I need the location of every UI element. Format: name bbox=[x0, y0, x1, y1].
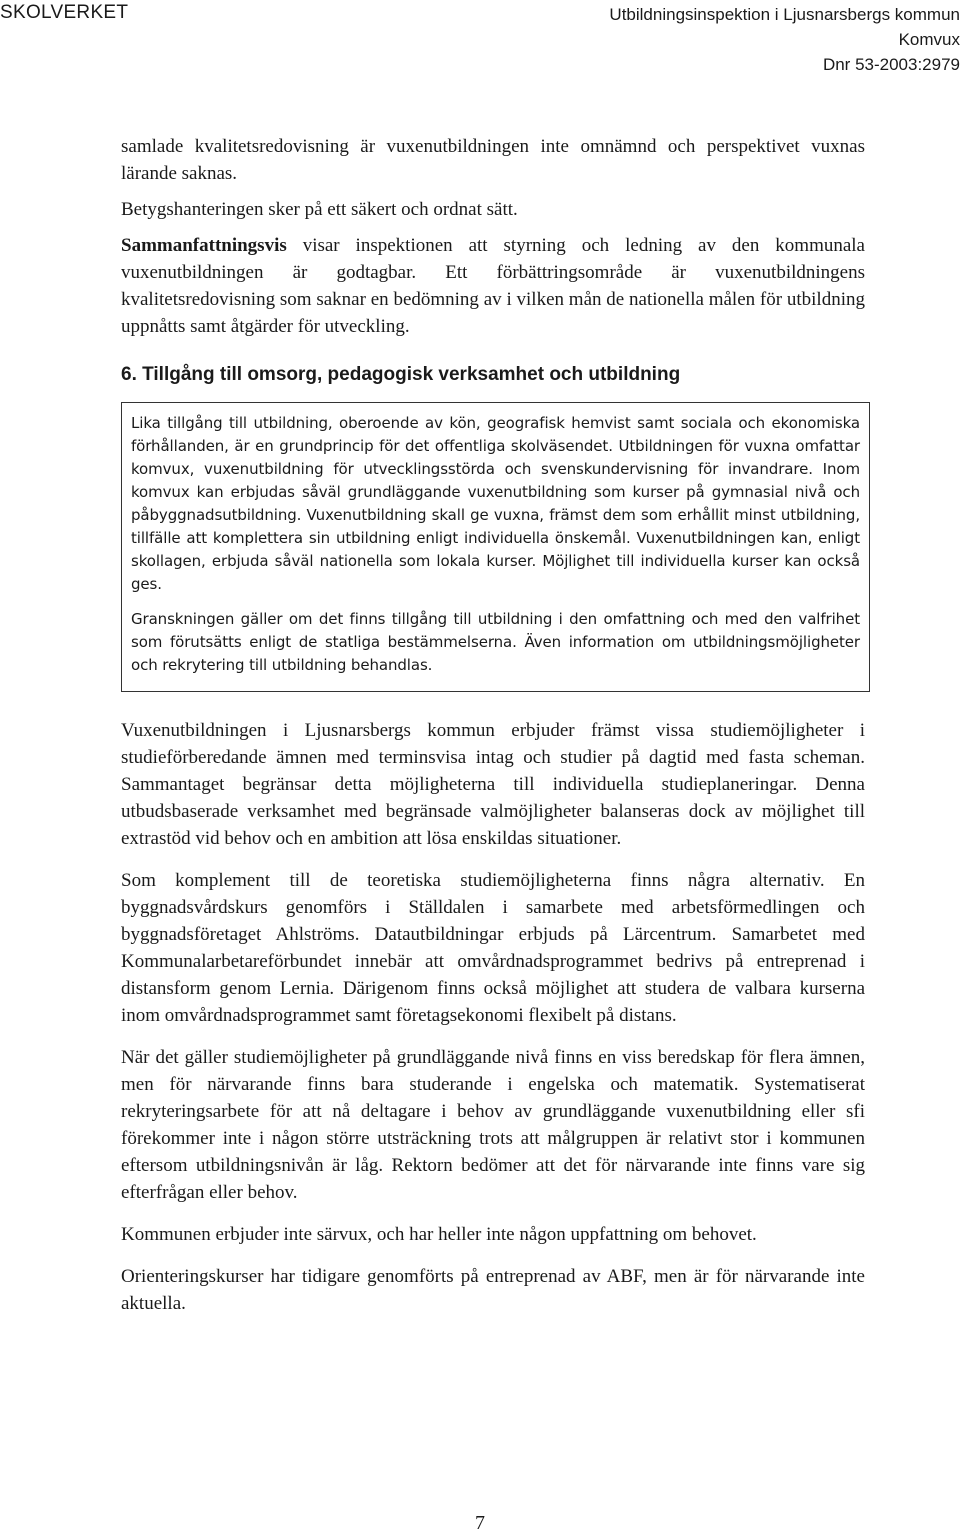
criteria-paragraph-2: Granskningen gäller om det finns tillgång till utbildning i den omfattning och med den valfrihet som förutsätts enligt de statliga bestämmelserna. Även information om utbildningsmöjligheter och rekrytering till utbildning behandlas. bbox=[131, 610, 860, 674]
intro-paragraph-3 bbox=[121, 232, 865, 340]
body-paragraph-3: När det gäller studiemöjligheter på grundläggande nivå finns en viss beredskap för flera ämnen, men för närvarande finns bara studerande i engelska och matematik. Systematiserat rekryteringsarbete för att nå deltagare i behov av grundläggande vuxenutbildning eller sfi förekommer inte i någon större utsträckning trots att målgruppen är relativt stor i kommunen eftersom utbildningsnivån är låg. Rektorn bedömer att det för närvarande inte finns vare sig efterfrågan eller behov. bbox=[121, 1047, 865, 1203]
page-content bbox=[121, 133, 865, 1317]
body-paragraph-5: Orienteringskurser har tidigare genomförts på entreprenad av ABF, men är för närvarande inte aktuella. bbox=[121, 1266, 865, 1314]
body-paragraph-2: Som komplement till de teoretiska studiemöjligheterna finns några alternativ. En byggnadsvårdskurs genomförs i Ställdalen i samarbete med arbetsförmedlingen och byggnadsföretaget Ahlströms. Datautbildningar erbjuds på Lärcentrum. Samarbetet med Kommunalarbetareförbundet innebär att omvårdnadsprogrammet bedrivs på entreprenad i distansform genom Lernia. Därigenom finns också möjlighet att studera de valbara kurserna inom omvårdnadsprogrammet samt företagsekonomi flexibelt på distans. bbox=[121, 870, 865, 1026]
section-heading: 6. Tillgång till omsorg, pedagogisk verksamhet och utbildning bbox=[121, 364, 681, 385]
document-title: Utbildningsinspektion i Ljusnarsbergs kommun bbox=[609, 5, 960, 24]
summary-lead: Sammanfattningsvis bbox=[121, 235, 287, 256]
criteria-paragraph-1: Lika tillgång till utbildning, oberoende av kön, geografisk hemvist samt sociala och ekonomiska förhållanden, är en grundprincip för det offentliga skolväsendet. Utbildningen för vuxna omfattar komvux, vuxenutbildning för utvecklingsstörda och svenskundervisning för invandrare. Inom komvux kan erbjudas såväl grundläggande vuxenutbildning som kurser på gymnasial nivå och påbyggnadsutbildning. Vuxenutbildning skall ge vuxna, främst dem som erhållit minst utbildning, tillfälle att komplettera sin utbildning enligt individuella önskemål. Vuxenutbildningen kan, enligt skollagen, erbjuda såväl nationella som lokala kurser. Möjlighet till individuella kurser kan också ges. bbox=[131, 414, 860, 593]
summary-text: visar inspektionen att styrning och ledning av den kommunala vuxenutbildningen är godtagbar. Ett förbättringsområde är vuxenutbildningens kvalitetsredovisning som saknar en bedömning av i vilken mån de nationella målen för utbildning uppnåtts samt åtgärder för utveckling. bbox=[121, 235, 865, 337]
page-number: 7 bbox=[475, 1512, 485, 1534]
intro-paragraph-2: Betygshanteringen sker på ett säkert och ordnat sätt. bbox=[121, 199, 518, 220]
body-paragraph-1: Vuxenutbildningen i Ljusnarsbergs kommun erbjuder främst vissa studiemöjligheter i studieförberedande ämnen med terminsvisa intag och studier på dagtid med fasta scheman. Sammantaget begränsar detta möjligheterna till individuella studieplaneringar. Denna utbudsbaserade verksamhet med begränsade valmöjligheter balanseras dock av möjlighet till extrastöd vid behov och en ambition att lösa enskildas situationer. bbox=[121, 720, 865, 849]
body-paragraph-4: Kommunen erbjuder inte särvux, och har heller inte någon uppfattning om behovet. bbox=[121, 1224, 757, 1245]
document-dnr: Dnr 53-2003:2979 bbox=[822, 55, 960, 74]
document-subtitle: Komvux bbox=[898, 30, 960, 49]
org-name: SKOLVERKET bbox=[0, 2, 129, 23]
criteria-box bbox=[121, 402, 870, 692]
document-header bbox=[609, 2, 960, 77]
intro-paragraph-1: samlade kvalitetsredovisning är vuxenutbildningen inte omnämnd och perspektivet vuxnas lärande saknas. bbox=[121, 136, 865, 184]
